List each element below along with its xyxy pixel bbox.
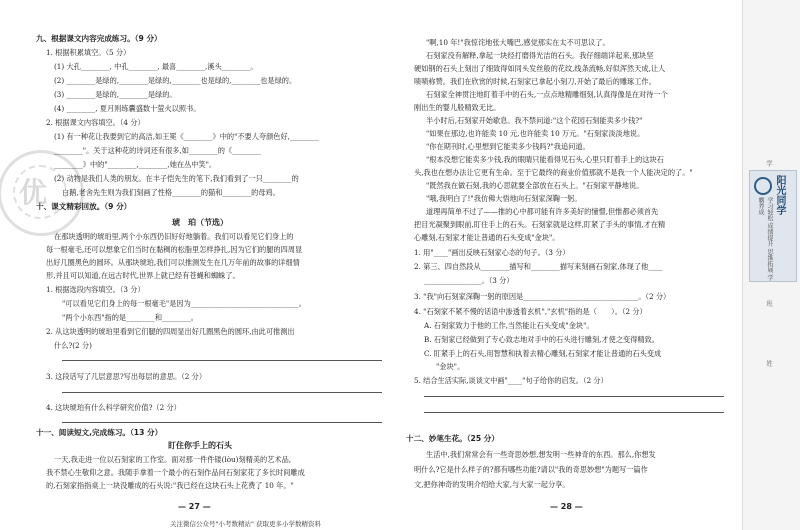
rq-option-c: C. 盯紧手上的石头,用智慧和执着去精心雕刻,石刻家才能让普通的石头变成 [424,349,662,358]
s11-p3: 的,石刻家指指桌上一块没雕成的石头说:"我已经在这块石头上花费了 10 年。" [46,481,294,490]
s10-p4: 形,并且可以知道,在远古时代,世界上就已经有苍蝇和蜘蛛了。 [46,271,240,280]
r1: "啊,10 年!"我惊诧地张大嘴巴,感觉那实在太不可思议了。 [426,38,610,47]
answer-line [424,396,724,397]
s10-q1-l1: "可以看见它们身上的每一根毫毛"是因为______________________________。 [62,299,306,308]
s12-p3: 文,把你神奇的发明介绍给大家,与大家一起分享。 [414,480,570,489]
s10-q3: 3. 这段话写了几层意思?写出每层的意思。（2 分） [46,372,207,381]
brand-box [749,170,797,282]
rq1: 1. 用"____"画出反映石刻家心态的句子。（3 分） [414,248,570,257]
s9-q1-l4: (4) ________, 夏月则练囊盛数十萤火以照书。 [54,104,201,113]
binding-strip [742,0,800,530]
r14: 道理再简单不过了——推的心中都可能有许多美好的憧憬,但惟都必须首先 [426,207,659,216]
answer-line [62,392,382,393]
r4: 啧啧称赞。我们在欣赏的时候,石刻家已拿起小刻刀,开始了最后的雕琢工作。 [414,77,656,86]
s9-q2: 2. 根据课文内容填空。（4 分） [46,118,145,127]
rq5: 5. 结合生活实际,谈谈文中画"____"句子给你的启发。（2 分） [414,376,608,385]
strip-label-bottom: 姓 [765,360,773,367]
r16: 心雕刻,石刻家才能让普通的石头变成"金块"。 [414,233,560,242]
page-number-left: — 27 — [178,502,211,511]
answer-line [62,360,382,361]
r15: 把目光凝聚到眼前,盯住手上的石头。石刻家就是这样,盯紧了手头的事情,才在精 [414,220,666,229]
s10-q4: 4. 这块琥珀有什么科学研究价值?（2 分） [46,403,181,412]
s10-passage-title: 琥 珀（节选） [172,218,228,227]
r8: "如果在那边,也许能卖 10 元,也许能卖 10 万元。"石刻家淡淡地说。 [426,129,645,138]
s9-q1-l3: (3) ________是绿的,________是绿的。 [54,90,177,99]
r11: 头,我也在想办法让它更有生命。至于它最终的商业价值那就不是我一个人能决定的了。" [414,168,693,177]
brand-subtitle: 学习轻松 成绩提升 思维拓展 学霸养成 [757,197,773,281]
r7: 半小时后,石刻家开始歇息。我不禁问道:"这个花园石刻能卖多少钱?" [426,116,643,125]
rq2: 2. 第三、四自然段从________描写和________描写来刻画石刻家,体现了他____ [414,262,663,271]
s11-passage-title: 盯住你手上的石头 [168,441,232,450]
strip-label-top: 学 [765,160,773,167]
s10-p1: 在那块透明的琥珀里,两个小东西仍旧好好地躺着。我们可以看见它们身上的 [54,232,294,241]
rq-option-b: B. 石刻家已经做到了专心致志地对手中的石头进行雕刻,才使之变得精致。 [424,335,659,344]
section-10-title: 十、课文精彩回放。（9 分） [36,202,132,211]
brand-logo-icon [754,177,772,195]
s10-q2-l1: 2. 从这块透明的琥珀里看到它们腿的四周显出好几圈黑色的圆环,由此可推测出 [46,327,295,336]
r2: 石刻家没有解释,拿起一块经打磨得光洁的石头。我仔细端详起来,那块坚 [426,51,654,60]
s11-p2: 我不禁心生敬仰之意。我随手拿着一个最小的石刻作品问石刻家花了多长时间雕成 [46,468,305,477]
rq-option-c2: "金块"。 [436,362,465,371]
footer-note: 关注微信公众号"小考数精站" 获取更多小学数精资料 [170,520,322,528]
strip-label-mid: 班 [765,300,773,307]
section-9-title: 九、根据课文内容完成练习。（9 分） [36,34,162,43]
r12: "既然我在做石刻,我的心思就要全部放在石头上。"石刻家平静地说。 [426,181,644,190]
rq3: 3. "我"向石刻家深鞠一躬的原因是________________________________。（2 分） [414,292,671,301]
s11-p1: 一天,我走进一位以石刻家的工作室。面对那一件件镂(lòu)刻精美的艺术品, [54,455,292,464]
s12-p1: 生活中,我们常常会有一些奇思妙想,想发明一些神奇的东西。那么,你想发 [426,450,656,459]
s10-q1: 1. 根据选段内容填空。（3 分） [46,285,145,294]
r10: "根本没想它能卖多少钱,我的眼睛只能看得见石头,心里只盯着手上的这块石 [426,155,664,164]
r3: 硬如钢的石头上刻出了细致得如同头发丝般的花纹,线条流畅,好似浑然天成,让人 [414,64,666,73]
rq4: 4. "石刻家不紧不慢的话语中渗透着玄机","玄机"指的是（ ）。（2 分） [414,307,647,316]
watermark-stamp: 优 [0,150,84,236]
rq2b: ________________。（3 分） [424,276,514,285]
s9-q1-l2: (2) ________是绿的,________是绿的,________也是绿的,________也是绿的。 [54,76,297,85]
s9-q2-l1: (1) 有一种花让我要到它的高洁,如王冕《________》中的"不要人夸颜色好,________ [54,132,319,141]
r6: 刚出生的婴儿般精致无比。 [414,103,501,112]
section-12-title: 十二、妙笔生花。（25 分） [406,434,499,443]
section-11-title: 十一、阅读短文,完成练习。（13 分） [36,428,163,437]
rq-option-a: A. 石刻家致力于他的工作,当然能让石头变成"金块"。 [424,321,594,330]
s10-q2-l2: 什么?(2 分) [54,341,92,350]
s9-q2-l2: ________"。关于这种花的诗词还有很多,如________的《________ [54,146,261,155]
s9-q1-l1: (1) 大孔________, 中孔________, 最喜________,溪头________。 [54,62,258,71]
s10-p3: 出好几圈黑色的圆环。从那块琥珀,我们可以推测发生在几万年前的故事的详细情 [46,258,300,267]
s9-q2-l4: (2) 动物是我们人类的朋友。在丰子恺先生的笔下,我们看到了一只________的 [54,174,299,183]
r13: "哦,我明白了!"我仿佛大悟地向石刻家深鞠一躬。 [426,194,582,203]
answer-line [62,422,382,423]
page-number-right: — 28 — [550,502,583,511]
s10-q1-l2: "两个小东西"指的是________和________。 [62,313,198,322]
brand-name: 阳光同学 [774,175,785,215]
r5: 石刻家全神贯注地盯着手中的石头,一点点地精雕细刻,认真得像是在对待一个 [426,90,668,99]
s9-q1: 1. 根据积累填空。（5 分） [46,48,131,57]
s9-q2-l3: ________》中的"________,________,她在丛中笑"。 [54,160,217,169]
s10-p2: 每一根毫毛,还可以想象它们当时在黏稠的松脂里怎样挣扎,因为它们的腿的四周显 [46,245,303,254]
s12-p2: 明什么?它是什么样子的?都有哪些功能?请以"我的奇思妙想"为题写一篇作 [414,465,648,474]
right-page [400,0,742,530]
answer-line [424,412,724,413]
s9-q2-l5: 白鹅,老舍先生则为我们刻画了性格________的猫和________的母鸡。 [62,188,280,197]
r9: "你在期刊时,心里想到它能卖多少钱吗?"我追问道。 [426,142,590,151]
